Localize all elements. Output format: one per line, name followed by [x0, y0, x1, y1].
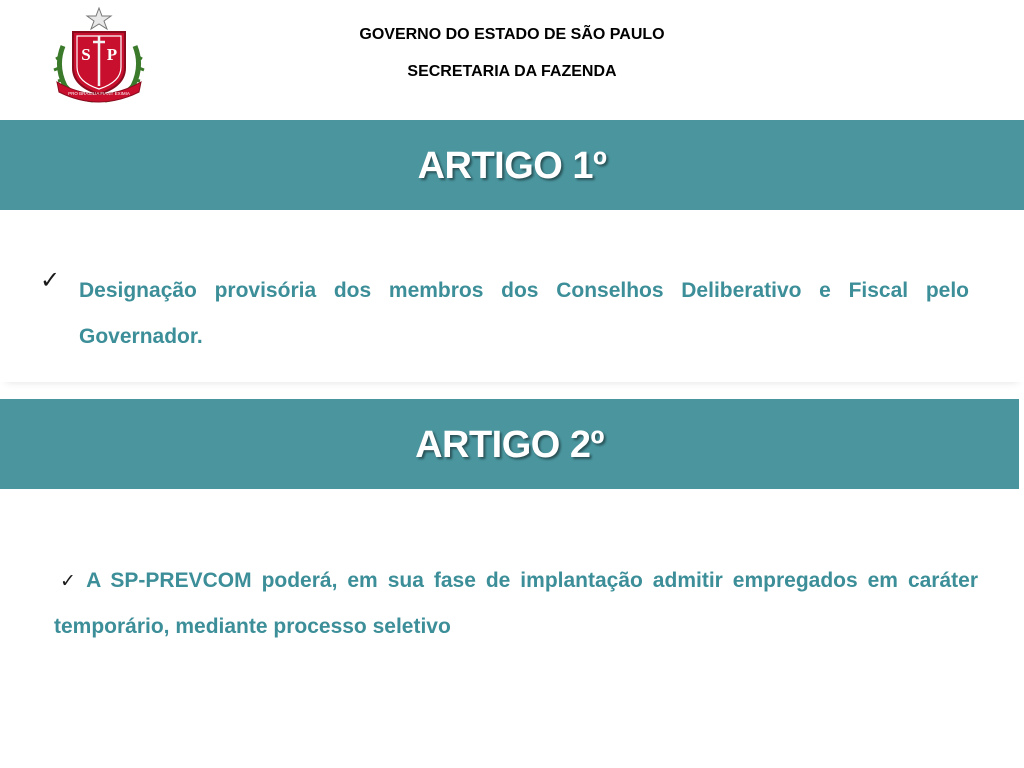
section1-heading-band [0, 120, 1024, 210]
section1-title: ARTIGO 1º [417, 145, 607, 187]
section2-title: ARTIGO 2º [415, 424, 604, 466]
government-title: GOVERNO DO ESTADO DE SÃO PAULO [359, 26, 665, 43]
section2-heading-band [0, 399, 1019, 489]
section1-text: Designação provisória dos membros dos Conselhos Deliberativo e Fiscal pelo Governador. [79, 279, 969, 348]
sao-paulo-coat-of-arms-logo [53, 6, 145, 104]
checkmark-icon: ✓ [40, 266, 61, 294]
svg-text:P: P [106, 45, 118, 64]
section2-paragraph [54, 558, 978, 650]
svg-text:PRO BRASILIA FIANT EXIMIA: PRO BRASILIA FIANT EXIMIA [68, 91, 130, 96]
department-title: SECRETARIA DA FAZENDA [407, 63, 617, 80]
svg-text:S: S [81, 45, 91, 64]
section2-text: A SP-PREVCOM poderá, em sua fase de implantação admitir empregados em caráter temporário, mediante processo seletivo [54, 569, 978, 638]
checkmark-icon: ✓ [60, 570, 81, 592]
